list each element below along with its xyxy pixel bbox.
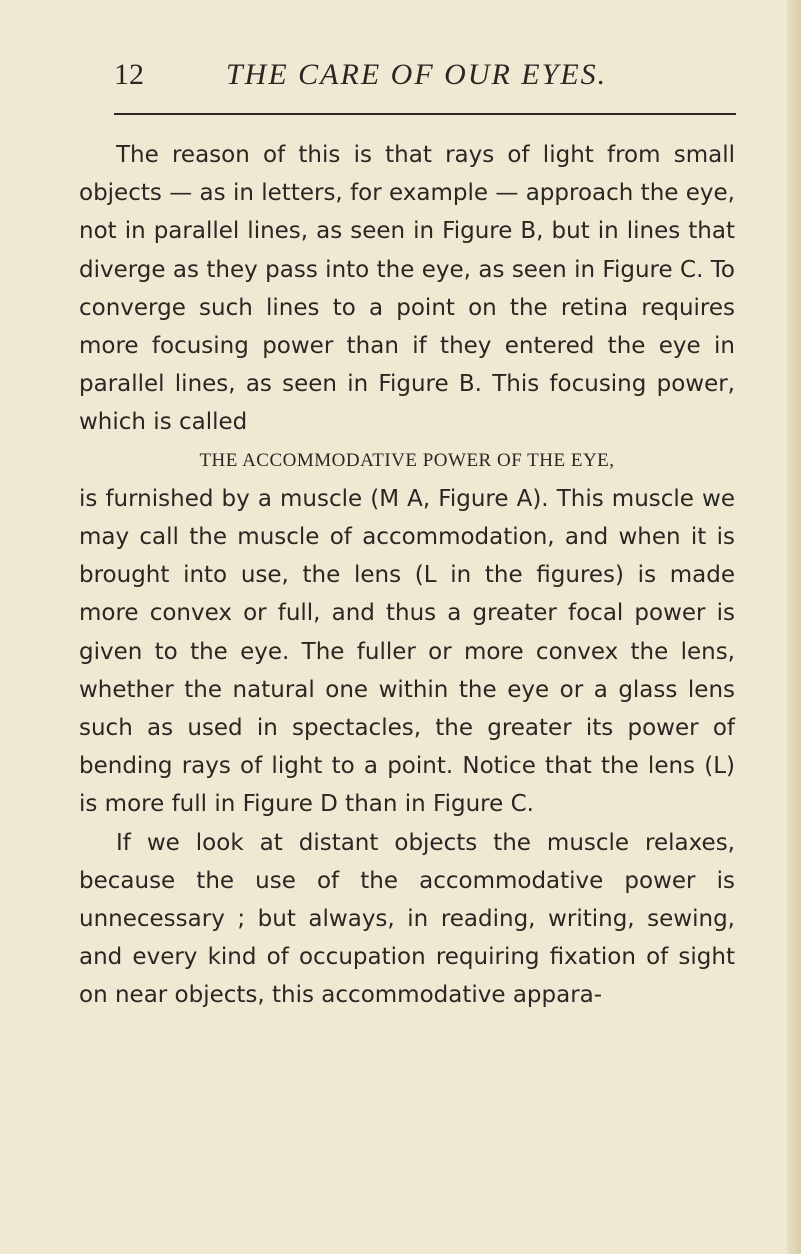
paragraph: is furnished by a muscle (M A, Figure A). This muscle we may call the muscle of accommodation, and when it is brought into use, the lens (L in the figures) is made more convex or full, and thus a greater focal power is given to the eye. The fuller or more convex the lens, whether the natural one within the eye or a glass lens such as used in spectacles, the greater its power of bending rays of light to a point. Notice that the lens (L) is more full in Figure D than in Figure C.: [79, 485, 735, 818]
section-heading: THE ACCOMMODATIVE POWER OF THE EYE,: [199, 449, 615, 471]
paragraph: The reason of this is that rays of light from small objects — as in letters, for example — approach the eye, not in parallel lines, as seen in Figure B, but in lines that diverge as they pass into the eye, as seen in Figure C. To converge such lines to a point on the retina requires more focusing power than if they entered the eye in parallel lines, as seen in Figure B. This focusing power, which is called: [79, 142, 735, 436]
page-edge: [787, 0, 801, 1254]
paragraph: If we look at distant objects the muscle relaxes, because the use of the accommodative power is unnecessary ; but always, in reading, writing, sewing, and every kind of occupation requiring fixation of sight on near objects, this accommodative appara-: [79, 829, 735, 1009]
page-header: [114, 58, 734, 98]
header-rule: [114, 113, 736, 115]
page-number: 12: [114, 58, 144, 91]
body-text: [79, 136, 735, 1015]
running-head: THE CARE OF OUR EYES.: [226, 58, 608, 91]
